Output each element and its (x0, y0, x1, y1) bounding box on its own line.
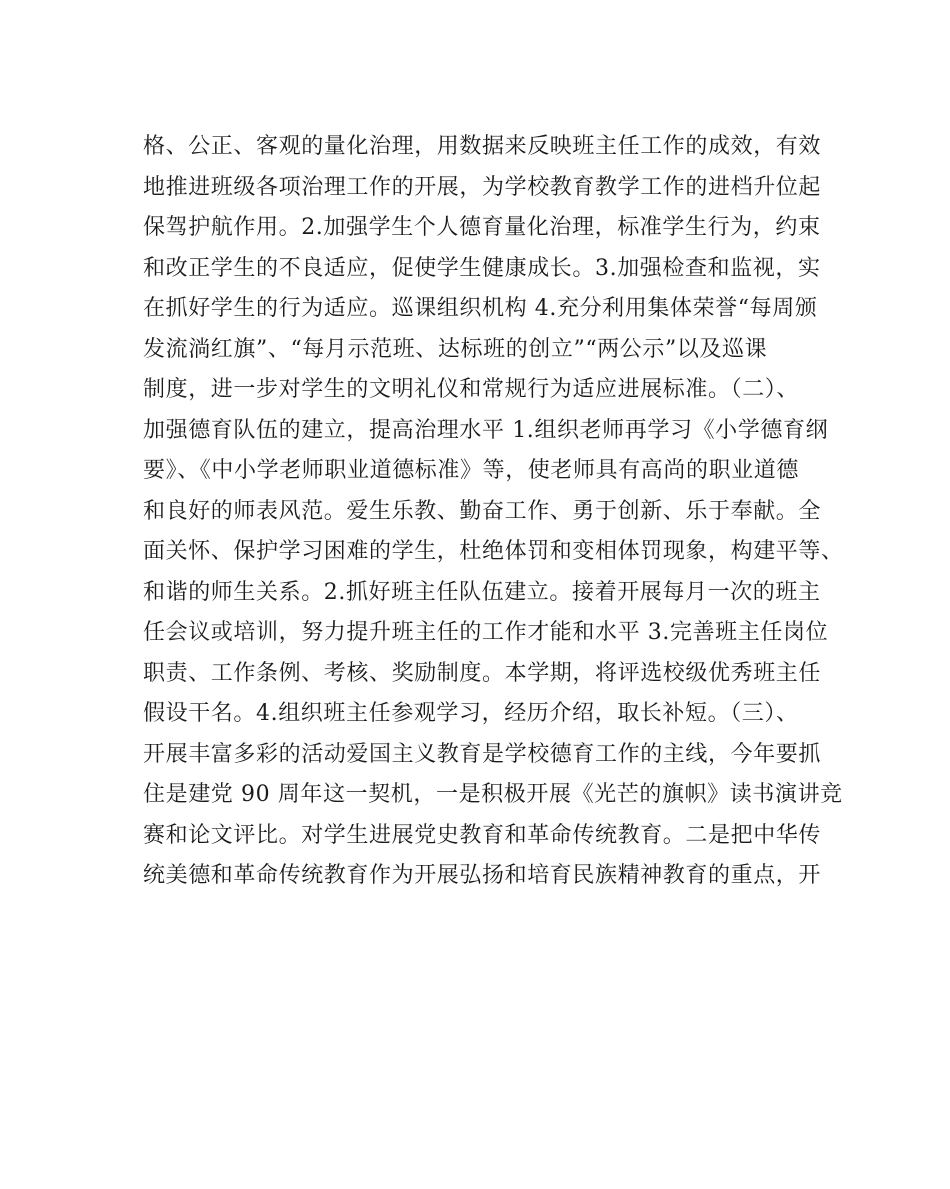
text-line-11: 面关怀、保护学习困难的学生，杜绝体罚和变相体罚现象，构建平等、 (143, 539, 844, 564)
text-line-16: 开展丰富多彩的活动爱国主义教育是学校德育工作的主线，今年要抓 (143, 741, 822, 767)
text-line-14: 职责、工作条例、考核、奖励制度。本学期，将评选校级优秀班主任 (143, 660, 822, 686)
text-line-10: 和良好的师表风范。爱生乐教、勤奋工作、勇于创新、乐于奉献。全 (143, 498, 822, 524)
text-line-6: 发流淌红旗”、“每月示范班、达标班的创立”“两公示”以及巡课 (143, 336, 768, 362)
text-line-7: 制度，进一步对学生的文明礼仪和常规行为适应进展标准。（二）、 (143, 377, 800, 402)
text-line-17: 住是建党 90 周年这一契机，一是积极开展《光芒的旗帜》读书演讲竞 (143, 782, 843, 807)
text-line-3: 保驾护航作用。2.加强学生个人德育量化治理，标准学生行为，约束 (143, 215, 821, 240)
text-line-5: 在抓好学生的行为适应。巡课组织机构 4.充分利用集体荣誉“每周颁 (143, 296, 818, 321)
text-line-19: 统美德和革命传统教育作为开展弘扬和培育民族精神教育的重点，开 (143, 863, 822, 888)
text-line-12: 和谐的师生关系。2.抓好班主任队伍建立。接着开展每月一次的班主 (143, 579, 821, 605)
text-line-4: 和改正学生的不良适应，促使学生健康成长。3.加强检查和监视，实 (143, 255, 821, 281)
text-line-15: 假设干名。4.组织班主任参观学习，经历介绍，取长补短。（三）、 (143, 701, 799, 726)
text-line-1: 格、公正、客观的量化治理，用数据来反映班主任工作的成效，有效 (143, 134, 822, 159)
text-line-9: 要》、《中小学老师职业道德标准》等，使老师具有高尚的职业道德 (143, 458, 800, 483)
text-line-18: 赛和论文评比。对学生进展党史教育和革命传统教育。二是把中华传 (143, 822, 822, 848)
text-line-2: 地推进班级各项治理工作的开展，为学校教育教学工作的进档升位起 (143, 174, 822, 200)
text-line-13: 任会议或培训，努力提升班主任的工作才能和水平 3.完善班主任岗位 (143, 620, 829, 645)
text-line-8: 加强德育队伍的建立，提高治理水平 1.组织老师再学习《小学德育纲 (143, 417, 829, 443)
document-body (143, 127, 844, 897)
